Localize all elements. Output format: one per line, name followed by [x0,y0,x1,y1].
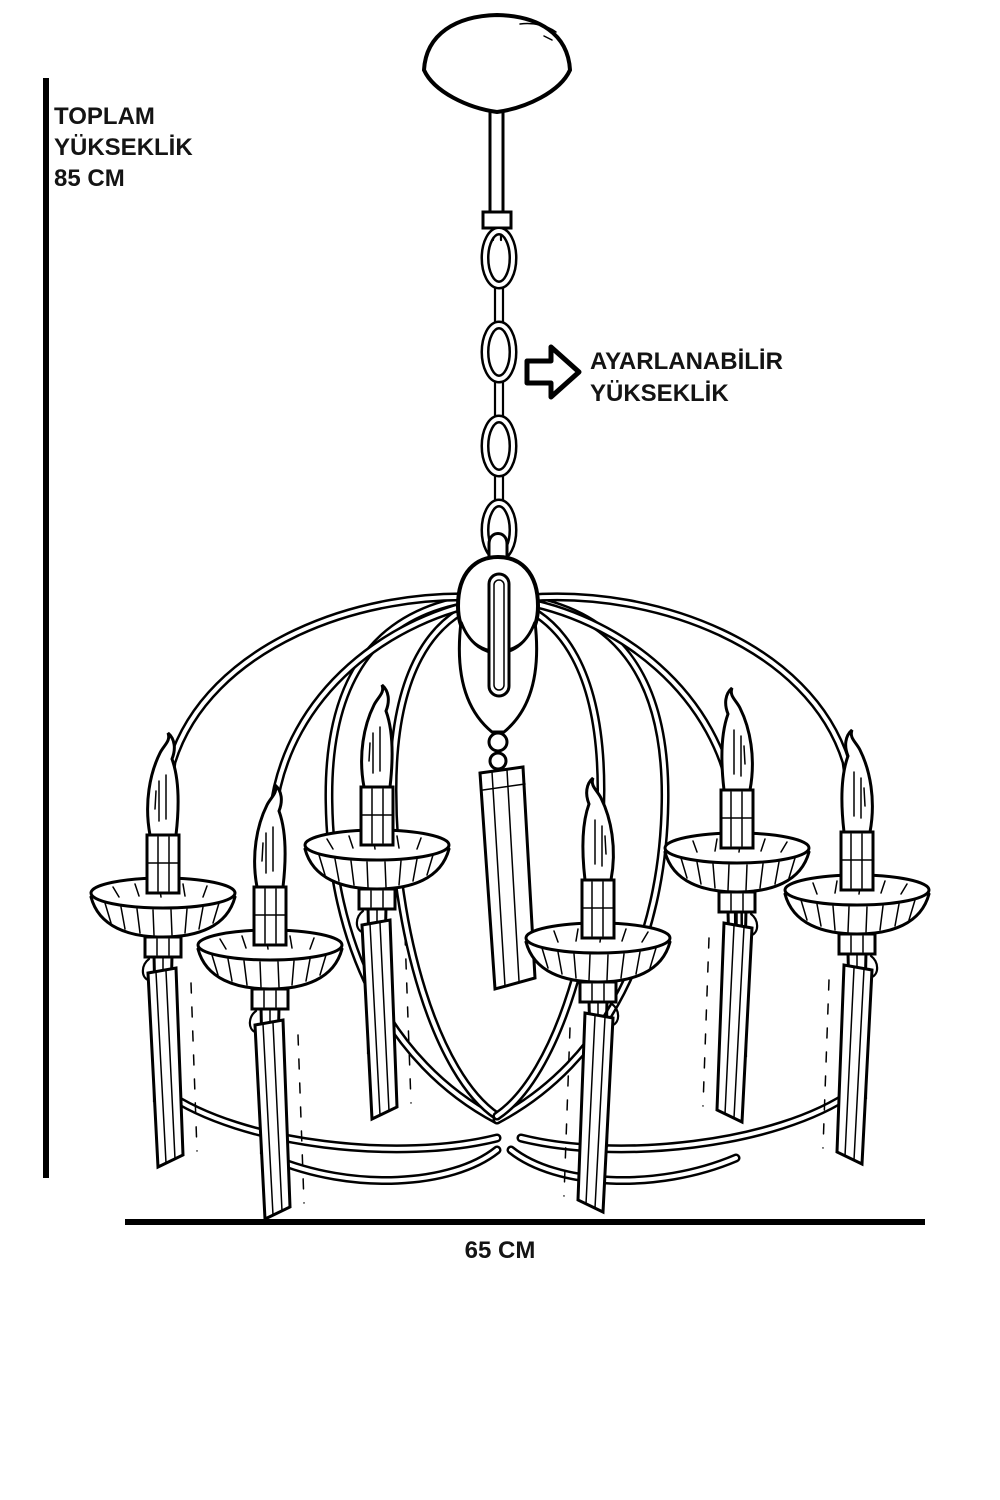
adjustable-height-label-line1: AYARLANABİLİR [590,348,783,375]
total-height-label-line2: YÜKSEKLİK [54,134,193,161]
hub-slot [489,574,509,696]
ceiling-canopy [424,15,570,112]
candle-arm-6 [785,730,929,1164]
chain-link [485,419,513,473]
chain-link [485,325,513,379]
candle-arm-3 [305,685,449,1119]
width-label: 65 CM [464,1237,536,1264]
total-height-label-line3: 85 CM [54,165,125,192]
adjustable-height-label-line2: YÜKSEKLİK [590,380,729,407]
width-dimension [125,1222,925,1264]
adjustable-height-annotation [527,347,783,407]
hanging-rod [483,112,511,240]
chain-link [485,231,513,285]
candle-arm-5 [665,688,809,1122]
chain [485,231,513,576]
center-hub [458,534,538,770]
hub-ball [489,733,507,751]
center-crystal-prism [480,767,535,989]
pendant-ring [490,753,506,769]
total-height-label-line1: TOPLAM [54,103,155,130]
right-arrow-icon [527,347,579,397]
